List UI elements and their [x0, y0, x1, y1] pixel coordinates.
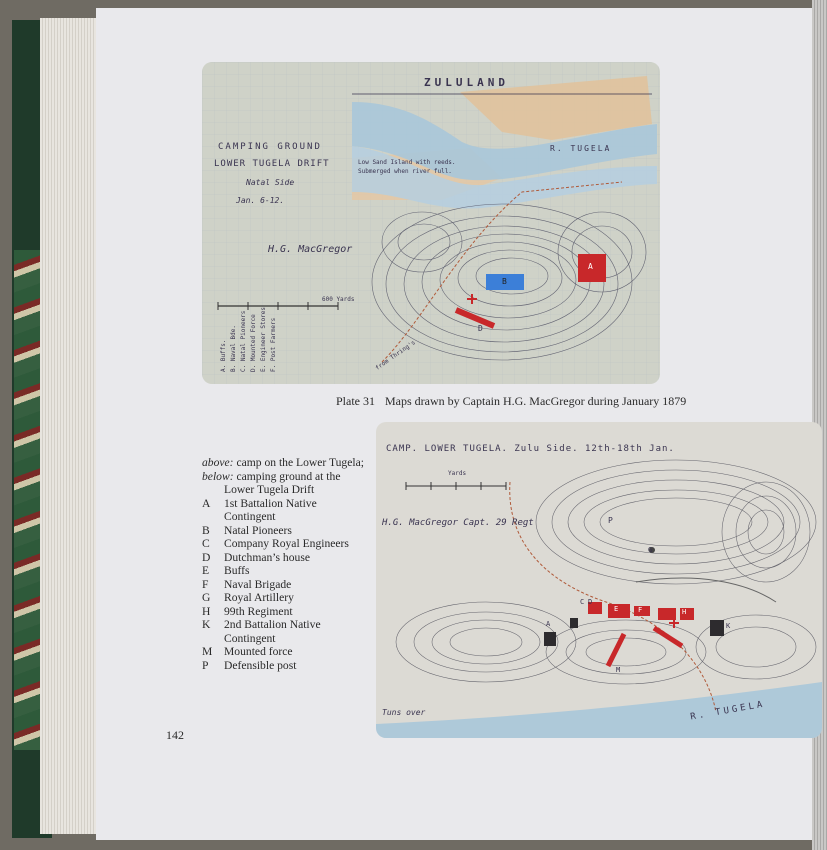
map2-label-d: D: [588, 598, 593, 606]
map1-key: [220, 306, 330, 382]
map2-drawing: [376, 422, 822, 738]
legend-key: F: [202, 577, 209, 591]
map1-key-b: B. Naval Bde.: [230, 325, 237, 372]
page-number: 142: [166, 728, 184, 742]
plate-legend: [202, 456, 372, 672]
legend-item: [202, 551, 372, 565]
map1-block-d: D: [478, 324, 483, 333]
map2-label-k: K: [726, 622, 731, 630]
legend-item: [202, 618, 372, 632]
legend-above: [202, 456, 372, 470]
legend-key: P: [202, 658, 209, 672]
legend-item: [202, 659, 372, 673]
map1-key-e: E. Engineer Stores: [260, 306, 267, 372]
legend-text-cont: Contingent: [224, 510, 276, 523]
legend-key: H: [202, 604, 211, 618]
legend-item: [202, 645, 372, 659]
legend-text: Defensible post: [224, 658, 297, 672]
legend-key: K: [202, 618, 211, 631]
map1-key-f: F. Post Farmers: [270, 317, 277, 372]
legend-item: [202, 605, 372, 619]
map1-scale-label: 600 Yards: [322, 296, 355, 303]
legend-key: G: [202, 591, 211, 604]
legend-text: 99th Regiment: [224, 604, 293, 618]
legend-below-text: camping ground at the: [236, 469, 341, 483]
legend-text: Mounted force: [224, 645, 293, 658]
map1-island-label: Low Sand Island with reeds. Submerged when river full.: [358, 159, 456, 175]
map-lower-tugela-drift: [202, 62, 660, 384]
legend-text-cont: Contingent: [224, 631, 276, 645]
map2-label-a: A: [546, 620, 551, 628]
legend-key: M: [202, 645, 213, 658]
legend-text: Buffs: [224, 564, 250, 577]
map2-label-g: G: [648, 546, 653, 554]
plate-caption: [336, 394, 686, 409]
legend-item: [202, 497, 372, 511]
map1-side-label: Natal Side: [246, 178, 295, 187]
map1-key-a: A. Buffs.: [220, 339, 227, 372]
map2-label-c: C: [580, 598, 585, 606]
legend-key: A: [202, 496, 211, 510]
map2-ferry-label: Tuns over: [382, 708, 426, 717]
legend-text: Natal Pioneers: [224, 523, 292, 537]
legend-item: [202, 578, 372, 592]
legend-key: D: [202, 550, 211, 564]
map2-label-e: E: [614, 605, 619, 613]
map2-signature: H.G. MacGregor Capt. 29 Regt: [382, 518, 534, 528]
legend-item: [202, 591, 372, 605]
plate-number: Plate 31: [336, 394, 375, 408]
legend-above-text: camp on the Lower Tugela;: [236, 456, 364, 469]
map1-road-label: from Thring's: [374, 339, 417, 372]
legend-below-label: below:: [202, 469, 234, 483]
map1-title-line2: LOWER TUGELA DRIFT: [214, 159, 330, 169]
legend-text: 2nd Battalion Native: [224, 618, 321, 631]
legend-key: C: [202, 537, 210, 550]
map1-key-d: D. Mounted Force: [250, 314, 257, 372]
legend-below-text2: Lower Tugela Drift: [224, 483, 315, 496]
map1-block-b: B: [502, 277, 507, 286]
legend-text: Naval Brigade: [224, 577, 292, 591]
map2-scale-label: Yards: [448, 470, 467, 477]
legend-item: [202, 537, 372, 551]
legend-key: B: [202, 523, 210, 537]
map-camp-lower-tugela: [376, 422, 822, 738]
legend-item-cont: [202, 632, 372, 646]
map1-key-c: C. Natal Pioneers: [240, 310, 247, 372]
plate-caption-text: Maps drawn by Captain H.G. MacGregor during January 1879: [385, 394, 687, 408]
map2-label-p: P: [608, 516, 613, 525]
map1-signature: H.G. MacGregor: [268, 244, 353, 255]
legend-key: E: [202, 564, 210, 577]
legend-text: 1st Battalion Native: [224, 496, 317, 510]
map1-title-line1: CAMPING GROUND: [218, 142, 322, 152]
map1-river-label: R. TUGELA: [550, 144, 612, 153]
legend-item: [202, 564, 372, 578]
map2-label-h: H: [682, 608, 687, 616]
map2-label-f: F: [638, 606, 643, 614]
map1-zululand-label: ZULULAND: [424, 76, 509, 89]
legend-text: Dutchman’s house: [224, 550, 310, 564]
map1-date-label: Jan. 6-12.: [236, 196, 285, 205]
map2-label-m: M: [616, 666, 621, 674]
map1-block-a: A: [588, 262, 593, 271]
legend-text: Company Royal Engineers: [224, 537, 349, 550]
legend-above-label: above:: [202, 456, 234, 469]
legend-text: Royal Artillery: [224, 591, 294, 604]
legend-item: [202, 524, 372, 538]
map2-river-label: R. TUGELA: [689, 699, 767, 723]
map2-title: CAMP. LOWER TUGELA. Zulu Side. 12th-18th Jan.: [386, 444, 675, 454]
legend-item-cont: [202, 510, 372, 524]
legend-below: [202, 470, 372, 484]
